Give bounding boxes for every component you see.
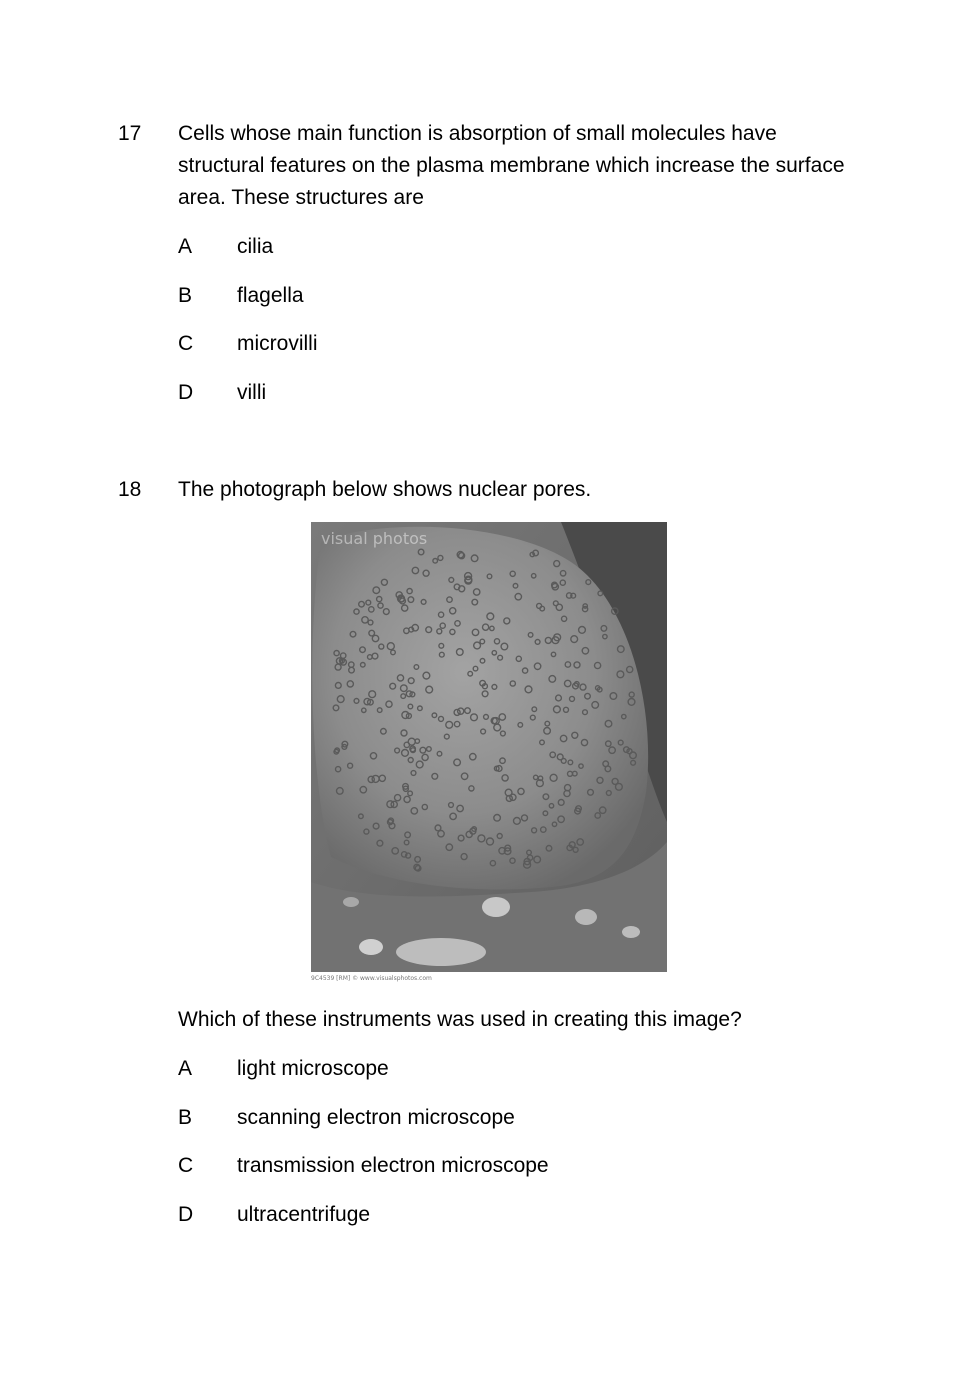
option-letter: C (178, 1154, 194, 1177)
question-text: Cells whose main function is absorption of small molecules have structural features on the plasma membrane which increase the surface area. These structures are (178, 122, 845, 209)
option-text: microvilli (237, 332, 318, 355)
q17-option-b (0, 280, 978, 312)
question-number: 18 (118, 478, 142, 501)
photo-credit: 9C4539 [RM] © www.visualsphotos.com (311, 975, 432, 982)
option-text: villi (237, 381, 267, 404)
q18-option-c (0, 1150, 978, 1182)
question-prompt: Which of these instruments was used in creating this image? (178, 1008, 742, 1031)
q17-option-c (0, 328, 978, 360)
option-text: transmission electron microscope (237, 1154, 549, 1177)
option-letter: D (178, 1203, 194, 1226)
option-text: scanning electron microscope (237, 1106, 515, 1129)
option-letter: A (178, 1057, 193, 1080)
q17-option-d (0, 377, 978, 409)
option-letter: B (178, 284, 193, 307)
option-letter: D (178, 381, 194, 404)
q18-option-d (0, 1199, 978, 1231)
nuclear-pores-photo (311, 522, 667, 972)
option-text: light microscope (237, 1057, 389, 1080)
option-letter: C (178, 332, 194, 355)
option-text: cilia (237, 235, 274, 258)
question-number: 17 (118, 122, 142, 145)
option-text: ultracentrifuge (237, 1203, 371, 1226)
option-letter: A (178, 235, 193, 258)
q18-option-b (0, 1102, 978, 1134)
option-text: flagella (237, 284, 304, 307)
option-letter: B (178, 1106, 193, 1129)
question-text: The photograph below shows nuclear pores. (178, 478, 592, 501)
q18-option-a (0, 1053, 978, 1085)
q17-option-a (0, 231, 978, 263)
photo-watermark: visual photos (321, 529, 428, 548)
